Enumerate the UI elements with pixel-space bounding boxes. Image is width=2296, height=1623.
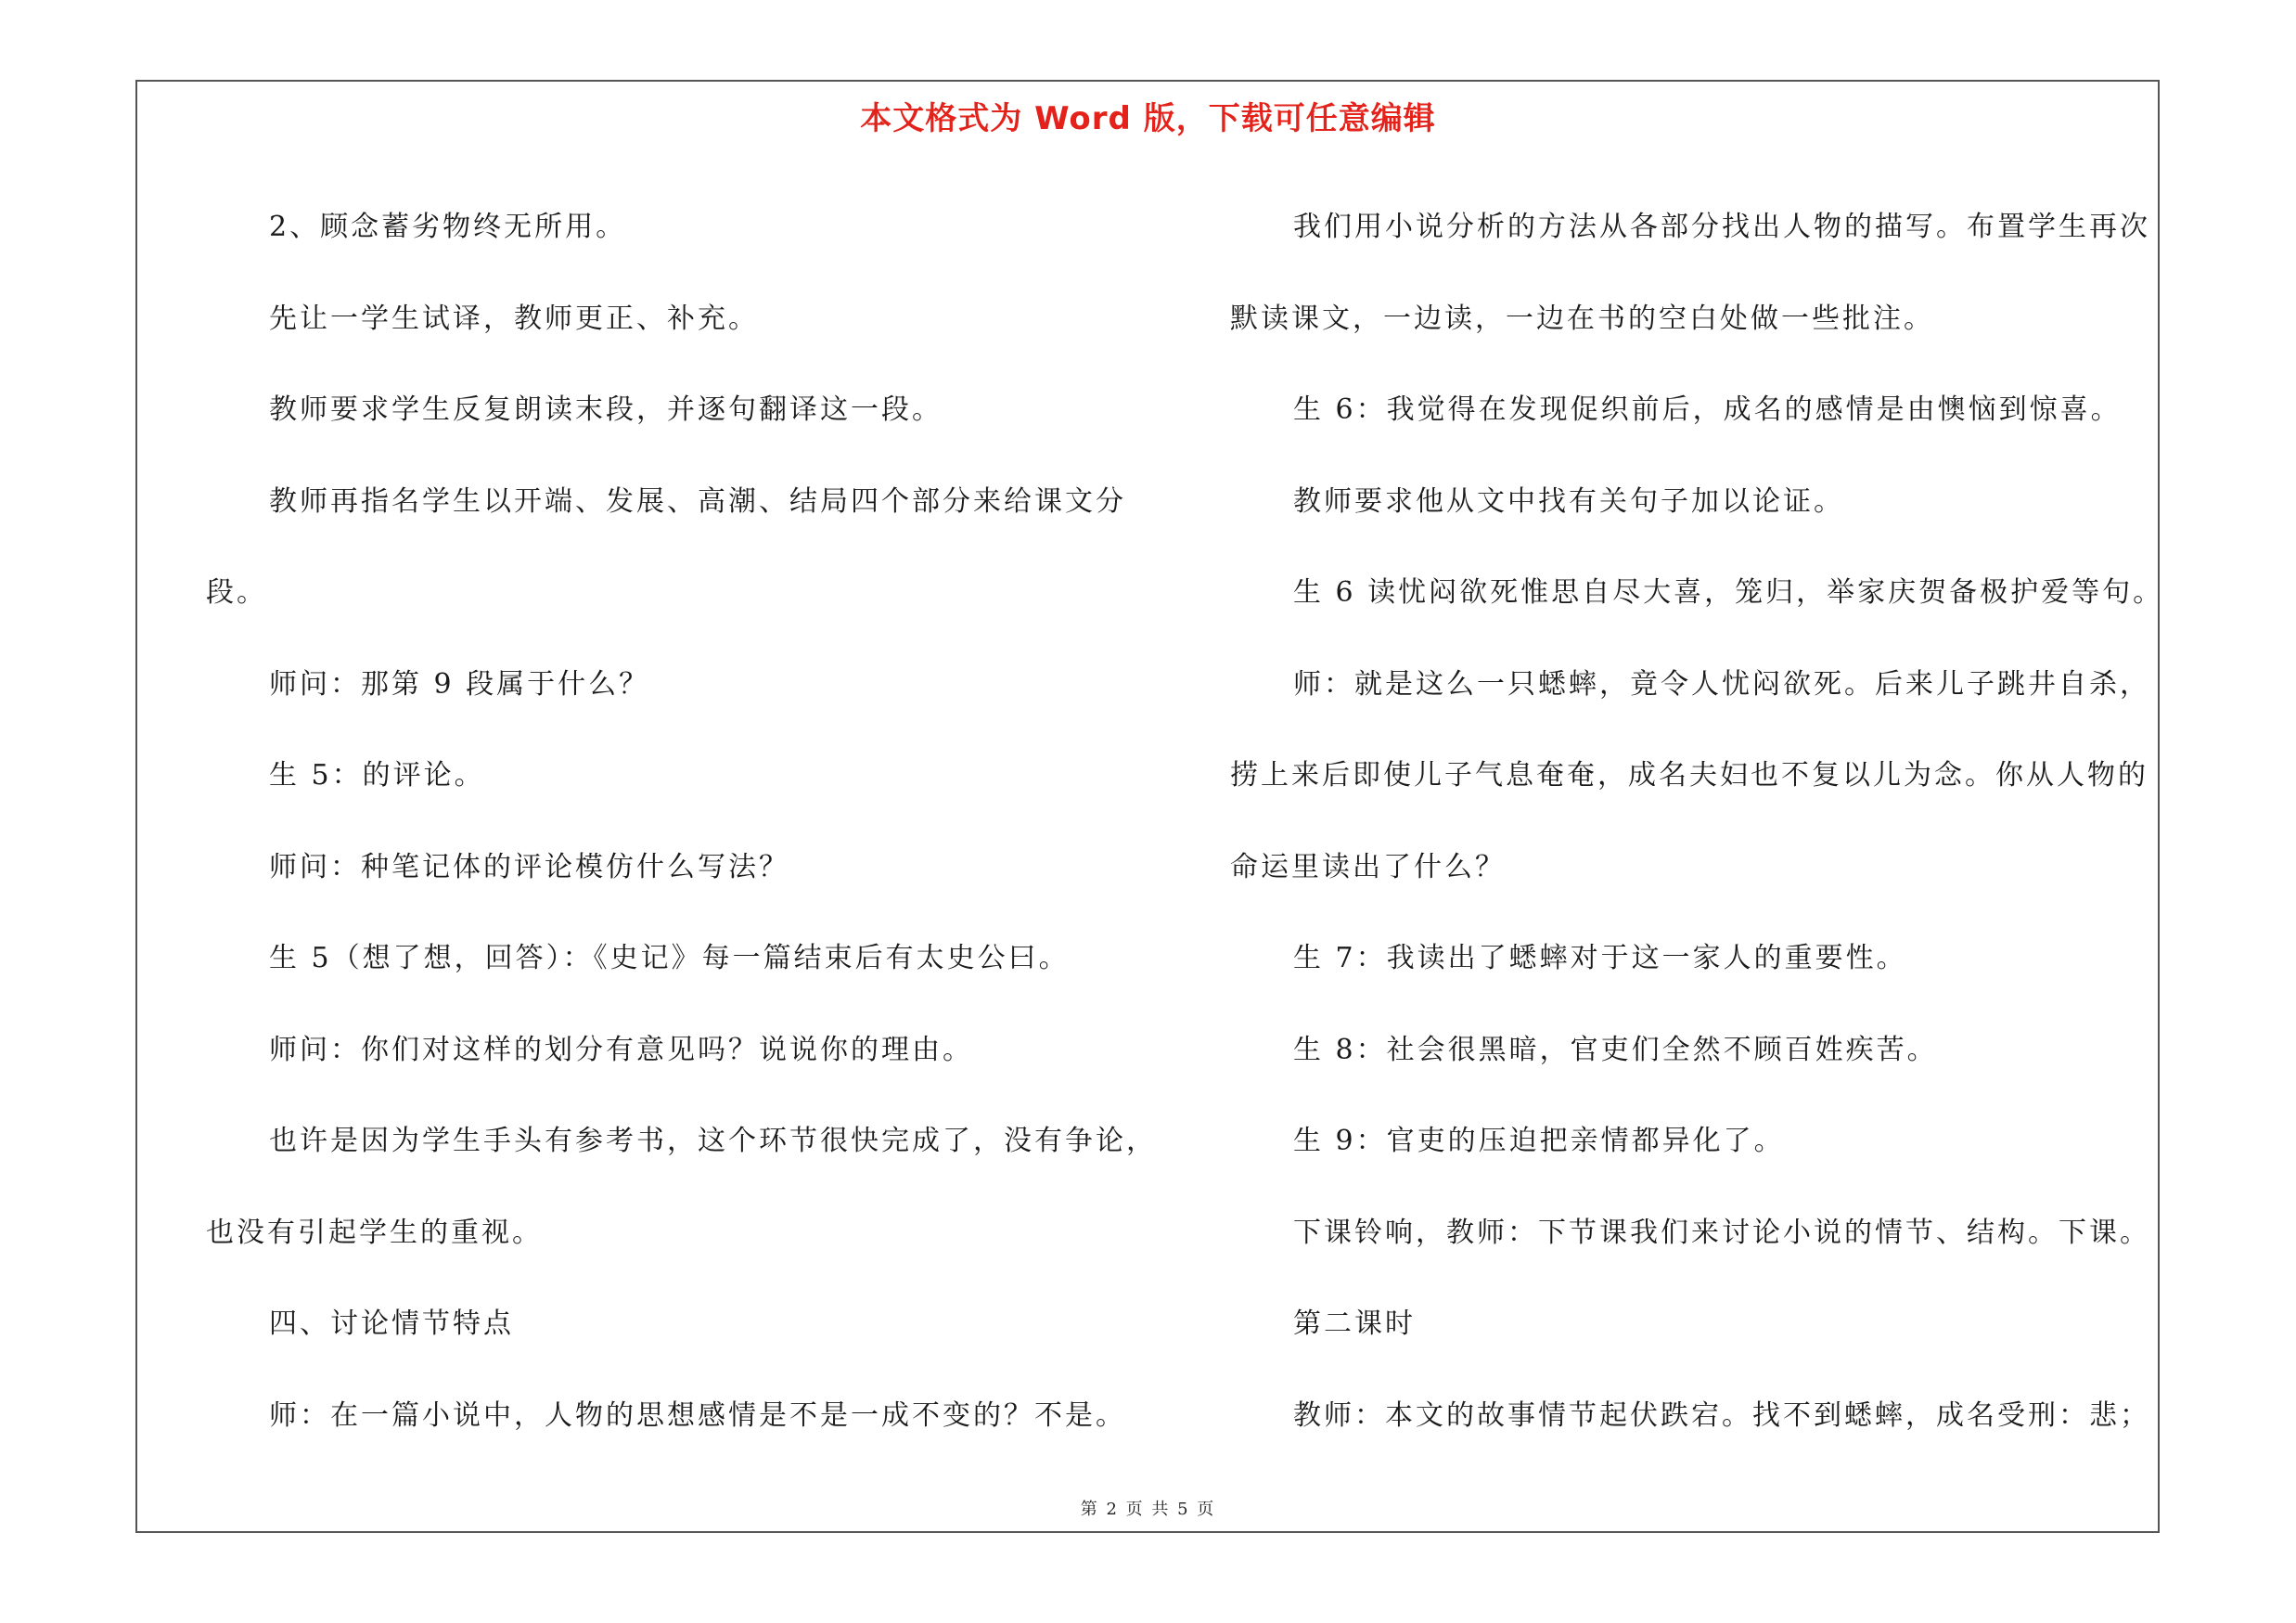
- paragraph-line: 2、顾念蓄劣物终无所用。: [269, 211, 627, 243]
- paragraph-line: 生 7：我读出了蟋蟀对于这一家人的重要性。: [1293, 942, 1907, 974]
- paragraph-line: 生 6 读忧闷欲死惟思自尽大喜，笼归，举家庆贺备极护爱等句。: [1293, 576, 2164, 609]
- paragraph-line: 师问：你们对这样的划分有意见吗？说说你的理由。: [269, 1033, 973, 1066]
- paragraph-line: 教师要求学生反复朗读末段，并逐句翻译这一段。: [269, 393, 943, 426]
- paragraph-line: 教师再指名学生以开端、发展、高潮、结局四个部分来给课文分: [269, 484, 1126, 518]
- paragraph-line: 我们用小说分析的方法从各部分找出人物的描写。布置学生再次: [1293, 211, 2150, 243]
- paragraph-line: 下课铃响，教师：下节课我们来讨论小说的情节、结构。下课。: [1293, 1216, 2150, 1249]
- paragraph-line: 先让一学生试译，教师更正、补充。: [269, 302, 759, 335]
- paragraph-line: 生 9：官吏的压迫把亲情都异化了。: [1293, 1125, 1785, 1157]
- paragraph-line: 也许是因为学生手头有参考书，这个环节很快完成了，没有争论，: [269, 1125, 1157, 1157]
- paragraph-line: 第二课时: [1293, 1307, 1416, 1340]
- paragraph-line: 四、讨论情节特点: [269, 1307, 514, 1340]
- paragraph-line: 生 5：的评论。: [269, 759, 485, 792]
- paragraph-line: 生 8：社会很黑暗，官吏们全然不顾百姓疾苦。: [1293, 1033, 1938, 1066]
- paragraph-line: 师：就是这么一只蟋蟀，竟令人忧闷欲死。后来儿子跳井自杀，: [1293, 667, 2150, 701]
- paragraph-line: 默读课文，一边读，一边在书的空白处做一些批注。: [1230, 302, 1934, 335]
- paragraph-line: 师问：种笔记体的评论模仿什么写法？: [269, 850, 789, 883]
- paragraph-line: 师问：那第 9 段属于什么？: [269, 667, 650, 701]
- right-column: [1230, 182, 2167, 1462]
- paragraph-line: 生 6：我觉得在发现促织前后，成名的感情是由懊恼到惊喜。: [1293, 393, 2122, 426]
- page-number: 第 2 页 共 5 页: [1080, 1500, 1216, 1519]
- paragraph-line: 生 5（想了想，回答）：《史记》每一篇结束后有太史公曰。: [269, 942, 1070, 974]
- left-column: [206, 182, 1157, 1462]
- header-banner: 本文格式为 Word 版，下载可任意编辑: [860, 100, 1436, 137]
- paragraph-line: 师：在一篇小说中，人物的思想感情是不是一成不变的？不是。: [269, 1398, 1126, 1432]
- paragraph-line: 段。: [206, 576, 267, 609]
- paragraph-line: 捞上来后即使儿子气息奄奄，成名夫妇也不复以儿为念。你从人物的: [1230, 759, 2148, 792]
- paragraph-line: 教师要求他从文中找有关句子加以论证。: [1293, 484, 1844, 518]
- paragraph-line: 命运里读出了什么？: [1230, 850, 1506, 883]
- paragraph-line: 教师：本文的故事情节起伏跌宕。找不到蟋蟀，成名受刑：悲；: [1293, 1398, 2150, 1432]
- paragraph-line: 也没有引起学生的重视。: [206, 1216, 543, 1249]
